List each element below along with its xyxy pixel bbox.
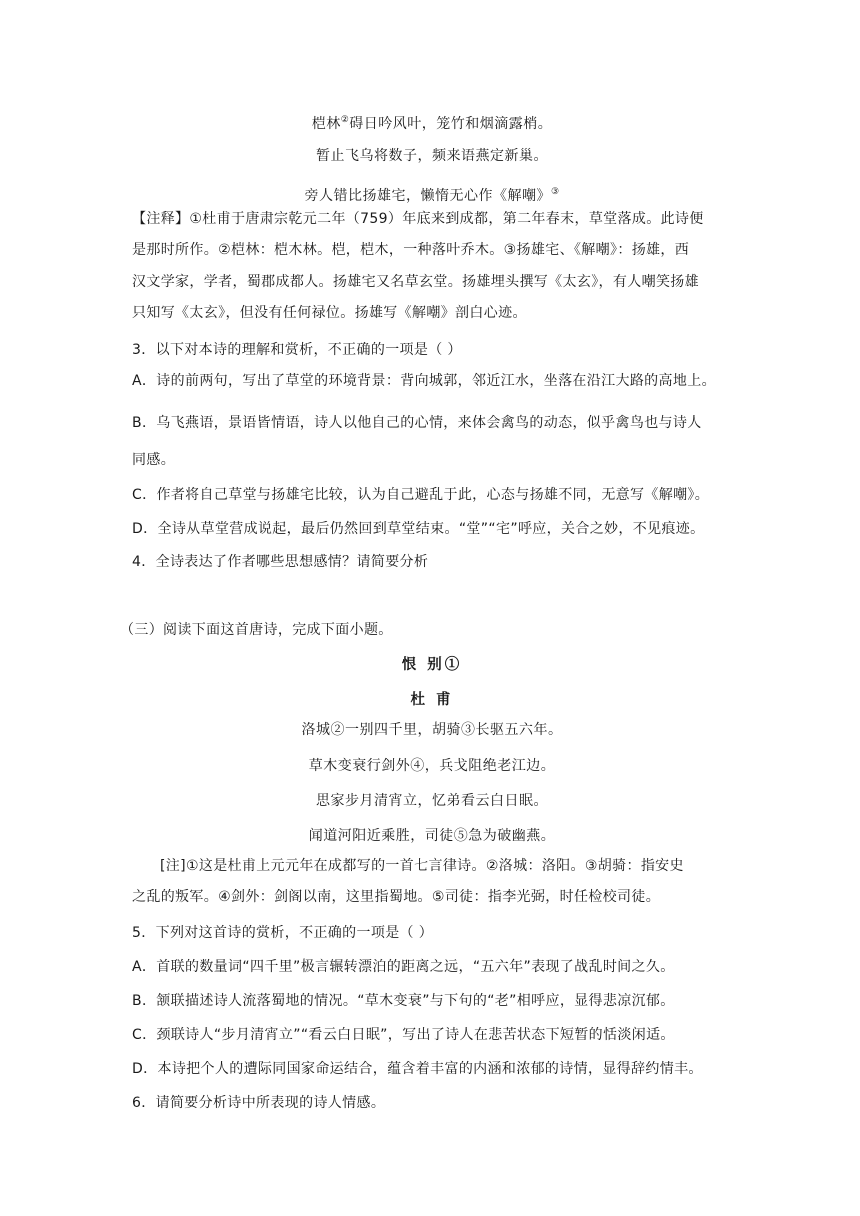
notes2-line-2: 之乱的叛军。④剑外：剑阁以南，这里指蜀地。⑤司徒：指李光弼，时任检校司徒。 (132, 889, 661, 905)
q6-stem: 6．请简要分析诗中所表现的诗人情感。 (132, 1095, 386, 1111)
poem2-line-3: 思家步月清宵立，忆弟看云白日眠。 (316, 793, 548, 809)
q3-option-c: C．作者将自己草堂与扬雄宅比较，认为自己避乱于此，心态与扬雄不同，无意写《解嘲》。 (132, 487, 710, 503)
q5-option-a: A．首联的数量词“四千里”极言辗转漂泊的距离之远，“五六年”表现了战乱时间之久。 (132, 959, 675, 975)
notes1-line-2: 是那时所作。②桤林：桤木林。桤，桤木，一种落叶乔木。③扬雄宅、《解嘲》：扬雄，西 (132, 242, 690, 258)
section3-heading: （三）阅读下面这首唐诗，完成下面小题。 (120, 622, 393, 638)
q3-option-b: B．乌飞燕语，景语皆情语，诗人以他自己的心情，来体会禽鸟的动态，似乎禽鸟也与诗人 (132, 415, 702, 431)
q5-option-d: D．本诗把个人的遭际同国家命运结合，蕴含着丰富的内涵和浓郁的诗情，显得辞约情丰。 (132, 1061, 703, 1077)
notes1-line-3: 汉文学家，学者，蜀郡成都人。扬雄宅又名草玄堂。扬雄埋头撰写《太玄》，有人嘲笑扬雄 (132, 274, 699, 290)
poem1-line-4: 暂止飞乌将数子，频来语燕定新巢。 (316, 148, 548, 164)
footnote-mark: ③ (550, 187, 560, 197)
poem-text: 碍日吟风叶，笼竹和烟滴露梢。 (349, 116, 553, 132)
notes1-line-1: 【注释】①杜甫于唐肃宗乾元二年（759）年底来到成都，第二年春末，草堂落成。此诗便 (132, 211, 704, 227)
poem-text: 旁人错比扬雄宅，懒惰无心作《解嘲》 (304, 188, 551, 204)
poem2-line-4: 闻道河阳近乘胜，司徒⑤急为破幽燕。 (308, 828, 556, 844)
notes1-line-4: 只知写《太玄》，但没有任何禄位。扬雄写《解嘲》剖白心迹。 (132, 305, 527, 321)
q3-option-a: A．诗的前两句，写出了草堂的环境背景：背向城郭，邻近江水，坐落在沿江大路的高地上。 (132, 373, 716, 389)
poem2-line-2: 草木变衰行剑外④，兵戈阻绝老江边。 (308, 758, 556, 774)
q3-option-b-cont: 同感。 (132, 452, 176, 468)
footnote-mark: ② (340, 115, 350, 125)
q5-option-c: C．颈联诗人“步月清宵立”“看云白日眠”，写出了诗人在悲苦状态下短暂的恬淡闲适。 (132, 1027, 675, 1043)
poem1-line-5 (132, 182, 732, 206)
q3-stem: 3．以下对本诗的理解和赏析，不正确的一项是（ ） (132, 342, 462, 358)
q4-stem: 4．全诗表达了作者哪些思想感情？请简要分析 (132, 554, 429, 570)
poem1-line-3 (132, 110, 732, 134)
poem2-title: 恨 别① (401, 656, 463, 673)
q5-stem: 5．下列对这首诗的赏析，不正确的一项是（ ） (132, 925, 434, 941)
notes2-line-1: [注]①这是杜甫上元元年在成都写的一首七言律诗。②洛城：洛阳。③胡骑：指安史 (160, 858, 684, 874)
poem-text: 桤林 (311, 116, 341, 132)
poem2-line-1: 洛城②一别四千里，胡骑③长驱五六年。 (301, 722, 563, 738)
q3-option-d: D．全诗从草堂营成说起，最后仍然回到草堂结束。“堂”“宅”呼应，关合之妙，不见痕迹。 (132, 521, 705, 537)
poem2-author: 杜 甫 (410, 691, 454, 708)
q5-option-b: B．颔联描述诗人流落蜀地的情况。“草木变衰”与下句的“老”相呼应，显得悲凉沉郁。 (132, 993, 675, 1009)
